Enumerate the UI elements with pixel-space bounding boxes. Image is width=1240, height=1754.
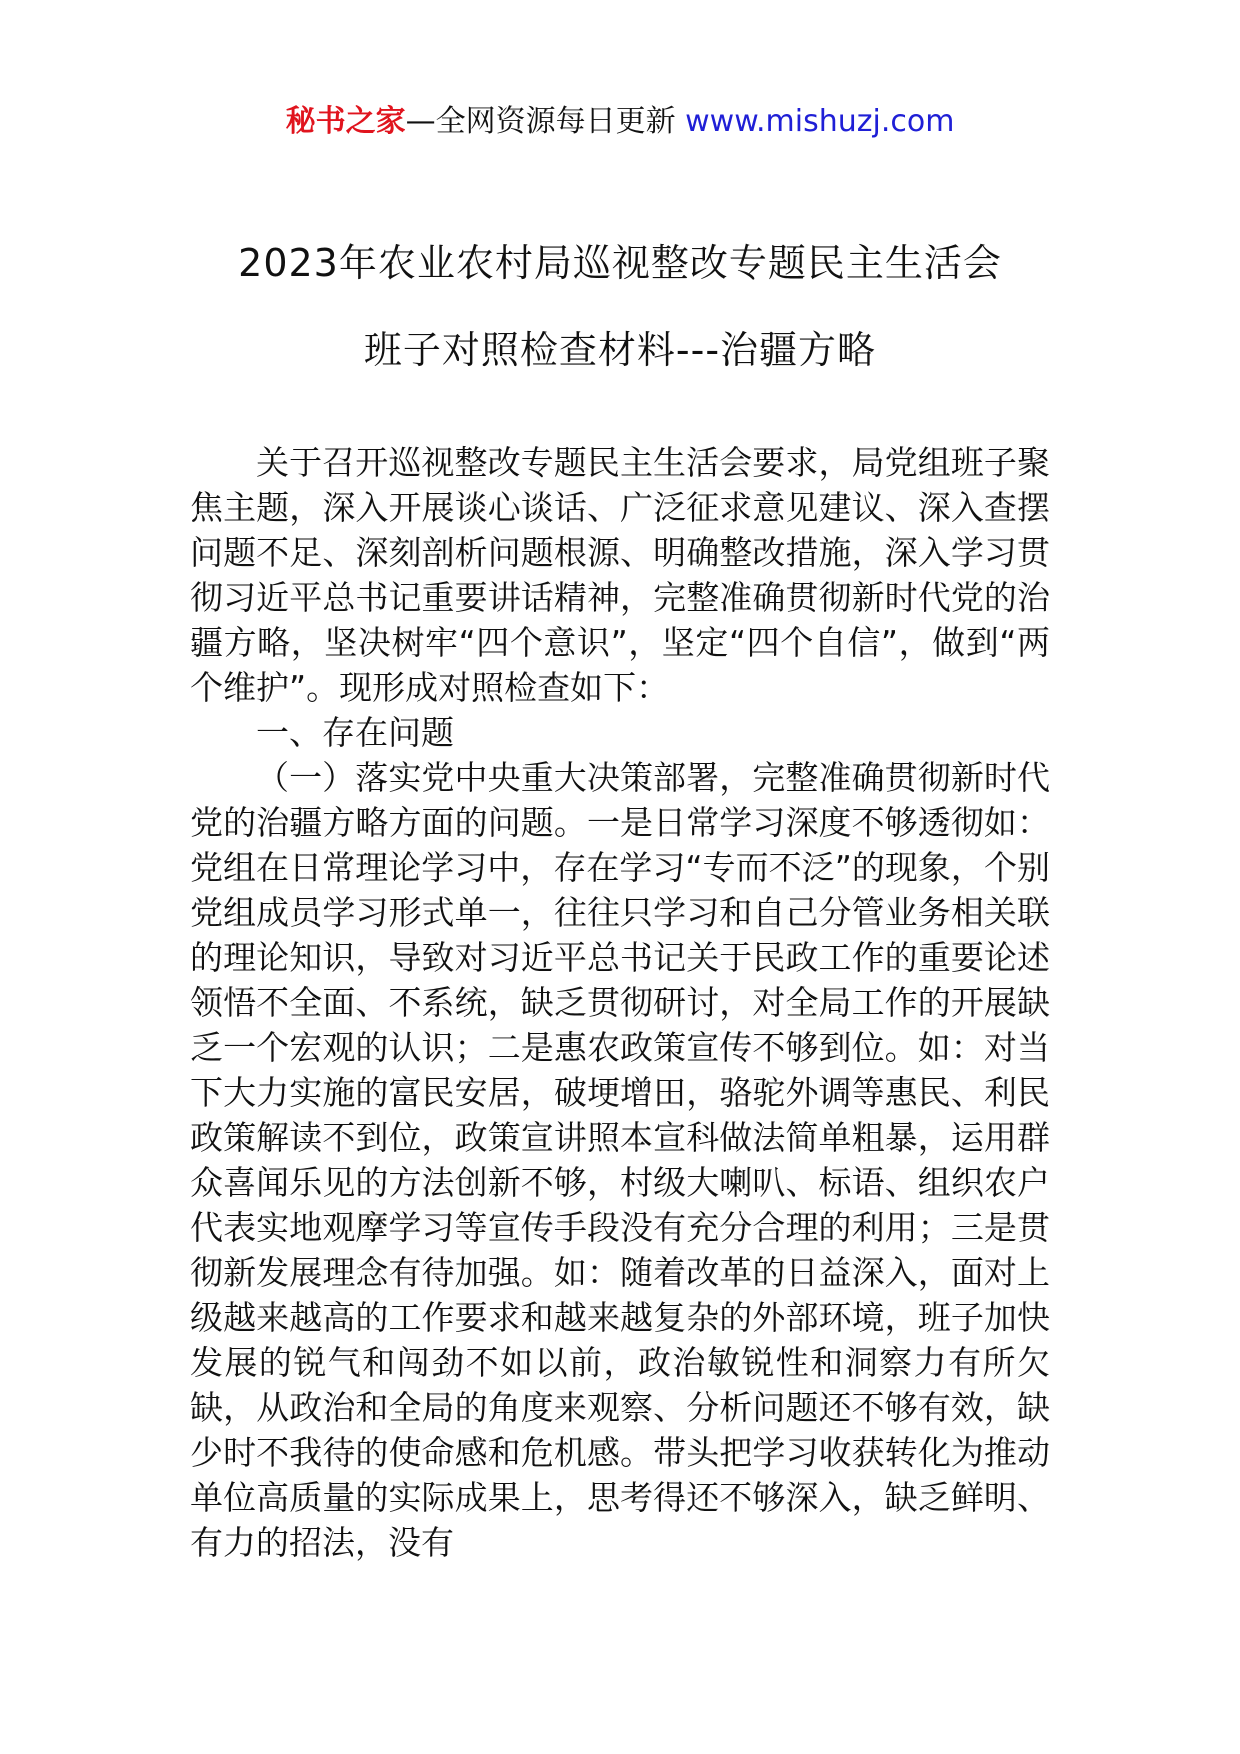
section-heading: 一、存在问题 xyxy=(256,713,454,752)
banner-tagline: —全网资源每日更新 xyxy=(405,104,686,139)
section-1-1-paragraph: （一）落实党中央重大决策部署，完整准确贯彻新时代党的治疆方略方面的问题。一是日常学习深度不够透彻如：党组在日常理论学习中，存在学习“专而不泛”的现象，个别党组成员学习形式单一，往往只学习和自己分管业务相关联的理论知识，导致对习近平总书记关于民政工作的重要论述领悟不全面、不系统，缺乏贯彻研讨，对全局工作的开展缺乏一个宏观的认识；二是惠农政策宣传不够到位。如：对当下大力实施的富民安居，破埂增田，骆驼外调等惠民、利民政策解读不到位，政策宣讲照本宣科做法简单粗暴，运用群众喜闻乐见的方法创新不够，村级大喇叭、标语、组织农户代表实地观摩学习等宣传手段没有充分合理的利用；三是贯彻新发展理念有待加强。如：随着改革的日益深入，面对上级越来越高的工作要求和越来越复杂的外部环境，班子加快发展的锐气和闯劲不如以前，政治敏锐性和洞察力有所欠缺，从政治和全局的角度来观察、分析问题还不够有效，缺少时不我待的使命感和危机感。带头把学习收获转化为推动单位高质量的实际成果上，思考得还不够深入，缺乏鲜明、有力的招法，没有 xyxy=(190,758,1050,1562)
site-banner xyxy=(0,100,1240,144)
document-body xyxy=(190,440,1050,1565)
brand-name: 秘书之家 xyxy=(285,104,406,139)
site-url-link[interactable]: www.mishuzj.com xyxy=(685,104,955,139)
document-title-line-1: 2023年农业农村局巡视整改专题民主生活会 xyxy=(238,241,1002,285)
document-title-line-2: 班子对照检查材料---治疆方略 xyxy=(363,328,877,372)
intro-paragraph: 关于召开巡视整改专题民主生活会要求，局党组班子聚焦主题，深入开展谈心谈话、广泛征求意见建议、深入查摆问题不足、深刻剖析问题根源、明确整改措施，深入学习贯彻习近平总书记重要讲话精神，完整准确贯彻新时代党的治疆方略，坚决树牢“四个意识”，坚定“四个自信”，做到“两个维护”。现形成对照检查如下： xyxy=(190,443,1050,707)
